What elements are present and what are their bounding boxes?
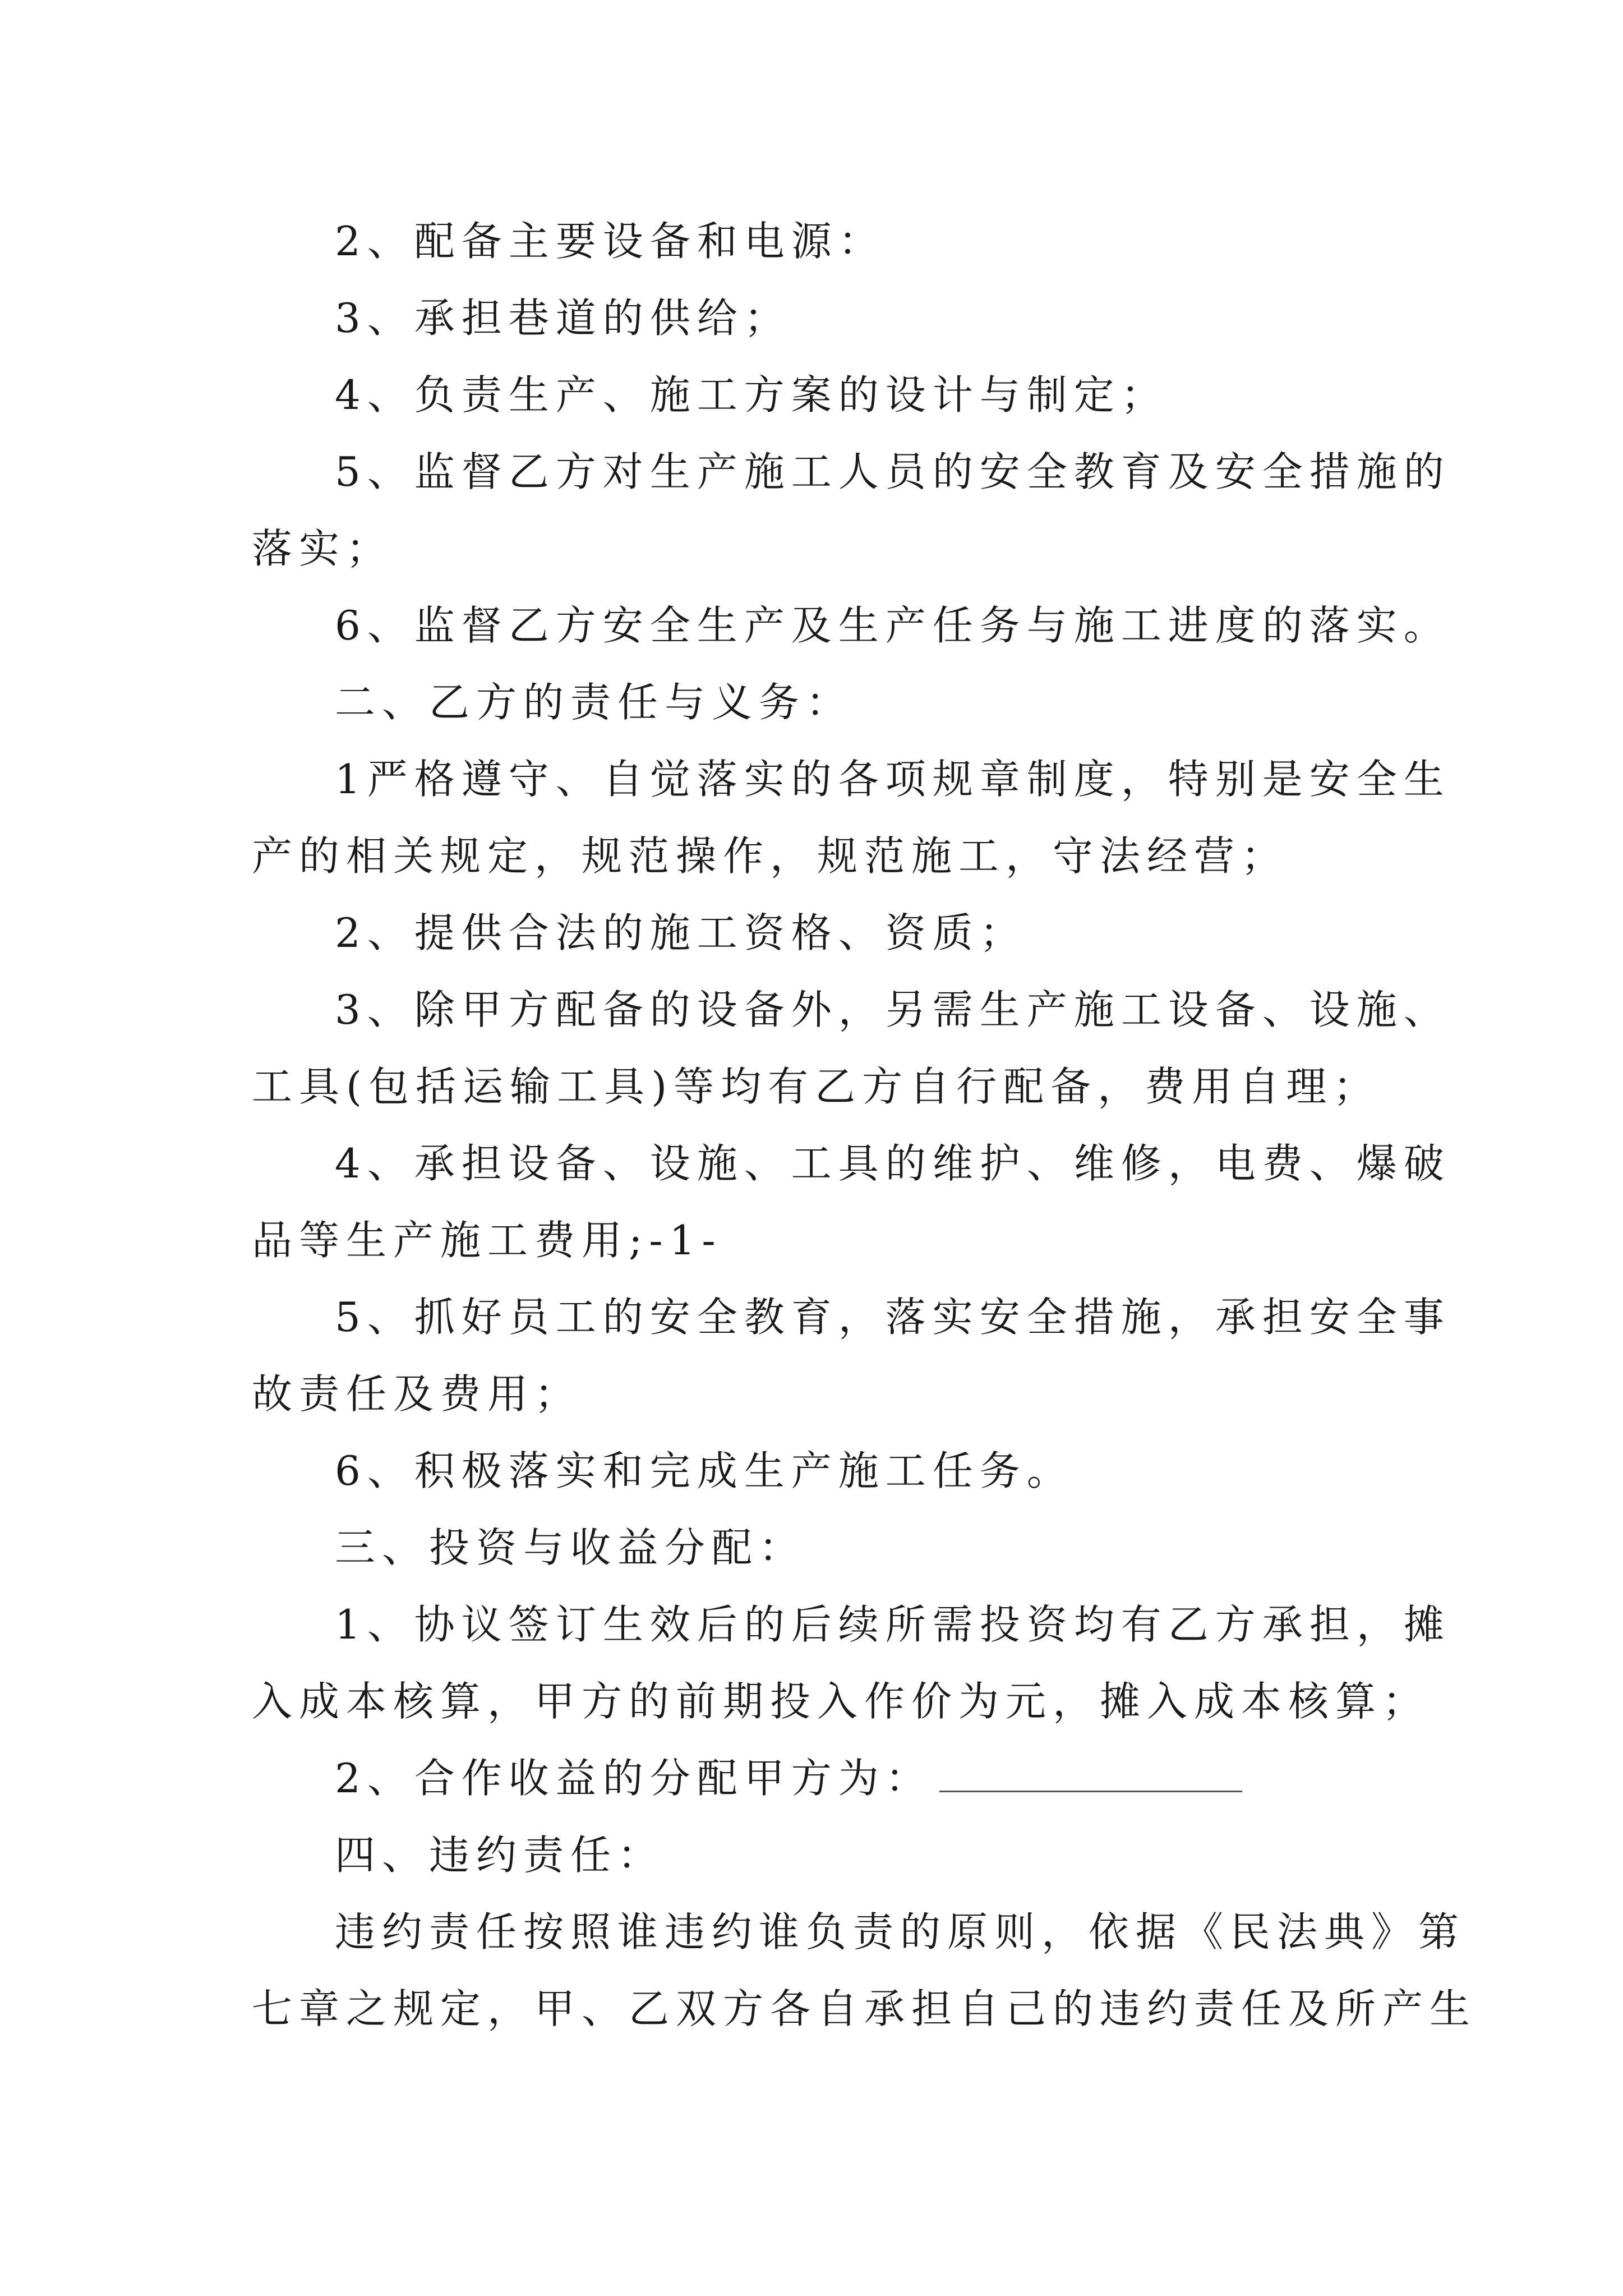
text-line: 5、抓好员工的安全教育，落实安全措施，承担安全事 bbox=[335, 1294, 1451, 1341]
text-line: 3、除甲方配备的设备外，另需生产施工设备、设施、 bbox=[335, 986, 1451, 1033]
section-heading: 四、违约责任： bbox=[335, 1832, 665, 1879]
text-line: 产的相关规定，规范操作，规范施工，守法经营； bbox=[252, 832, 1289, 880]
text-line: 3、承担巷道的供给； bbox=[335, 295, 791, 342]
fill-in-blank bbox=[939, 1757, 1242, 1792]
text-line: 入成本核算，甲方的前期投入作价为元，摊入成本核算； bbox=[252, 1678, 1430, 1725]
text-line: 4、承担设备、设施、工具的维护、维修，电费、爆破 bbox=[335, 1140, 1451, 1187]
text-segment: 2、合作收益的分配甲方为： bbox=[335, 1755, 933, 1802]
text-line: 4、负责生产、施工方案的设计与制定； bbox=[335, 371, 1168, 418]
text-line: 落实； bbox=[252, 525, 394, 572]
text-line: 6、积极落实和完成生产施工任务。 bbox=[335, 1447, 1074, 1494]
text-line: 1、协议签订生效后的后续所需投资均有乙方承担，摊 bbox=[335, 1601, 1451, 1648]
text-line: 1严格遵守、自觉落实的各项规章制度，特别是安全生 bbox=[335, 756, 1451, 803]
text-line: 2、配备主要设备和电源： bbox=[335, 218, 886, 265]
section-heading: 三、投资与收益分配： bbox=[335, 1524, 806, 1571]
text-line: 6、监督乙方安全生产及生产任务与施工进度的落实。 bbox=[335, 602, 1451, 649]
text-line: 七章之规定，甲、乙双方各自承担自己的违约责任及所产生 bbox=[252, 1985, 1477, 2032]
text-line: 故责任及费用； bbox=[252, 1370, 582, 1418]
text-line: 2、提供合法的施工资格、资质； bbox=[335, 909, 1027, 956]
text-line: 工具(包括运输工具)等均有乙方自行配备，费用自理； bbox=[252, 1063, 1381, 1110]
text-line: 违约责任按照谁违约谁负责的原则，依据《民法典》第 bbox=[335, 1908, 1466, 1955]
text-line: 5、监督乙方对生产施工人员的安全教育及安全措施的 bbox=[335, 448, 1451, 495]
section-heading: 二、乙方的责任与义务： bbox=[335, 679, 854, 726]
text-line-with-blank bbox=[335, 1750, 1456, 1806]
text-line: 品等生产施工费用;-1- bbox=[252, 1217, 722, 1264]
